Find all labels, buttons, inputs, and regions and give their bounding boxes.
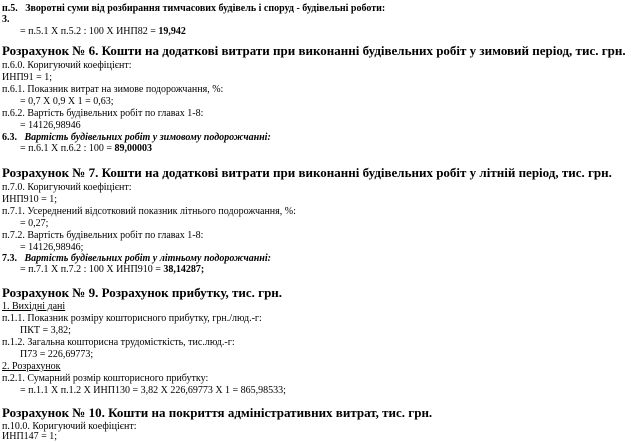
s7-line-6: = 14126,98946; bbox=[20, 242, 84, 253]
s9-line-7: п.2.1. Сумарний розмір кошторисного прибутку: bbox=[2, 373, 209, 384]
s6-item-number: 6.3. bbox=[2, 132, 17, 143]
s6-line-6: = 14126,98946 bbox=[20, 120, 81, 131]
item-p3-number: 3. bbox=[2, 14, 10, 25]
s6-line-3: п.6.1. Показник витрат на зимове подорожчання, %: bbox=[2, 84, 224, 95]
s9-line-4: п.1.2. Загальна кошторисна трудомісткість, тис.люд.-г: bbox=[2, 337, 235, 348]
s10-line-1: п.10.0. Коригуючий коефіцієнт: bbox=[2, 421, 137, 432]
item-p3-value: 19,942 bbox=[158, 26, 186, 37]
item-p5-number: п.5. bbox=[2, 3, 18, 14]
s7-line-1: п.7.0. Коригуючий коефіцієнт: bbox=[2, 182, 132, 193]
s7-item-title: Вартість будівельних робіт у літньому подорожчанні: bbox=[24, 253, 271, 264]
section-6-heading: Розрахунок № 6. Кошти на додаткові витрати при виконанні будівельних робіт у зимовий період, тис. грн. bbox=[2, 43, 626, 58]
s9-line-3: ПКТ = 3,82; bbox=[20, 325, 71, 336]
item-p5 bbox=[2, 3, 385, 14]
s9-line-2: п.1.1. Показник розміру кошторисного прибутку, грн./люд.-г: bbox=[2, 313, 262, 324]
item-p3-formula-line bbox=[20, 26, 186, 37]
s7-formula: = п.7.1 Х п.7.2 : 100 Х ИНП910 = bbox=[20, 264, 161, 275]
s7-line-5: п.7.2. Вартість будівельних робіт по главах 1-8: bbox=[2, 230, 204, 241]
s6-item-title: Вартість будівельних робіт у зимовому подорожчанні: bbox=[24, 132, 271, 143]
s6-line-4: = 0,7 Х 0,9 Х 1 = 0,63; bbox=[20, 96, 114, 107]
s6-line-8 bbox=[20, 143, 152, 154]
s6-line-2: ИНП91 = 1; bbox=[2, 72, 53, 83]
s6-line-1: п.6.0. Коригуючий коефіцієнт: bbox=[2, 60, 132, 71]
s9-line-8: = п.1.1 Х п.1.2 Х ИНП130 = 3,82 Х 226,69773 Х 1 = 865,98533; bbox=[20, 385, 286, 396]
s6-line-5: п.6.2. Вартість будівельних робіт по главах 1-8: bbox=[2, 108, 204, 119]
s7-line-8 bbox=[20, 264, 204, 275]
s9-subheading-input: 1. Вихідні дані bbox=[2, 301, 66, 312]
section-9-heading: Розрахунок № 9. Розрахунок прибутку, тис. грн. bbox=[2, 285, 283, 300]
s9-subheading-calc: 2. Розрахунок bbox=[2, 361, 61, 372]
s7-line-2: ИНП910 = 1; bbox=[2, 194, 58, 205]
s6-result-value: 89,00003 bbox=[114, 143, 152, 154]
s7-result-value: 38,14287; bbox=[163, 264, 205, 275]
s7-line-3: п.7.1. Усереднений відсотковий показник літнього подорожчання, %: bbox=[2, 206, 296, 217]
s9-line-5: П73 = 226,69773; bbox=[20, 349, 94, 360]
s6-line-7 bbox=[2, 132, 271, 143]
section-10-heading: Розрахунок № 10. Кошти на покриття адміністративних витрат, тис. грн. bbox=[2, 405, 433, 420]
s6-formula: = п.6.1 Х п.6.2 : 100 = bbox=[20, 143, 112, 154]
item-p5-title: Зворотні суми від розбирання тимчасових будівель і споруд - будівельні роботи: bbox=[25, 3, 386, 14]
s7-item-number: 7.3. bbox=[2, 253, 17, 264]
item-p3-formula: = п.5.1 Х п.5.2 : 100 Х ИНП82 = bbox=[20, 26, 156, 37]
s10-line-2: ИНП147 = 1; bbox=[2, 431, 58, 442]
section-7-heading: Розрахунок № 7. Кошти на додаткові витрати при виконанні будівельних робіт у літній період, тис. грн. bbox=[2, 165, 612, 180]
s7-line-4: = 0,27; bbox=[20, 218, 49, 229]
s7-line-7 bbox=[2, 253, 271, 264]
